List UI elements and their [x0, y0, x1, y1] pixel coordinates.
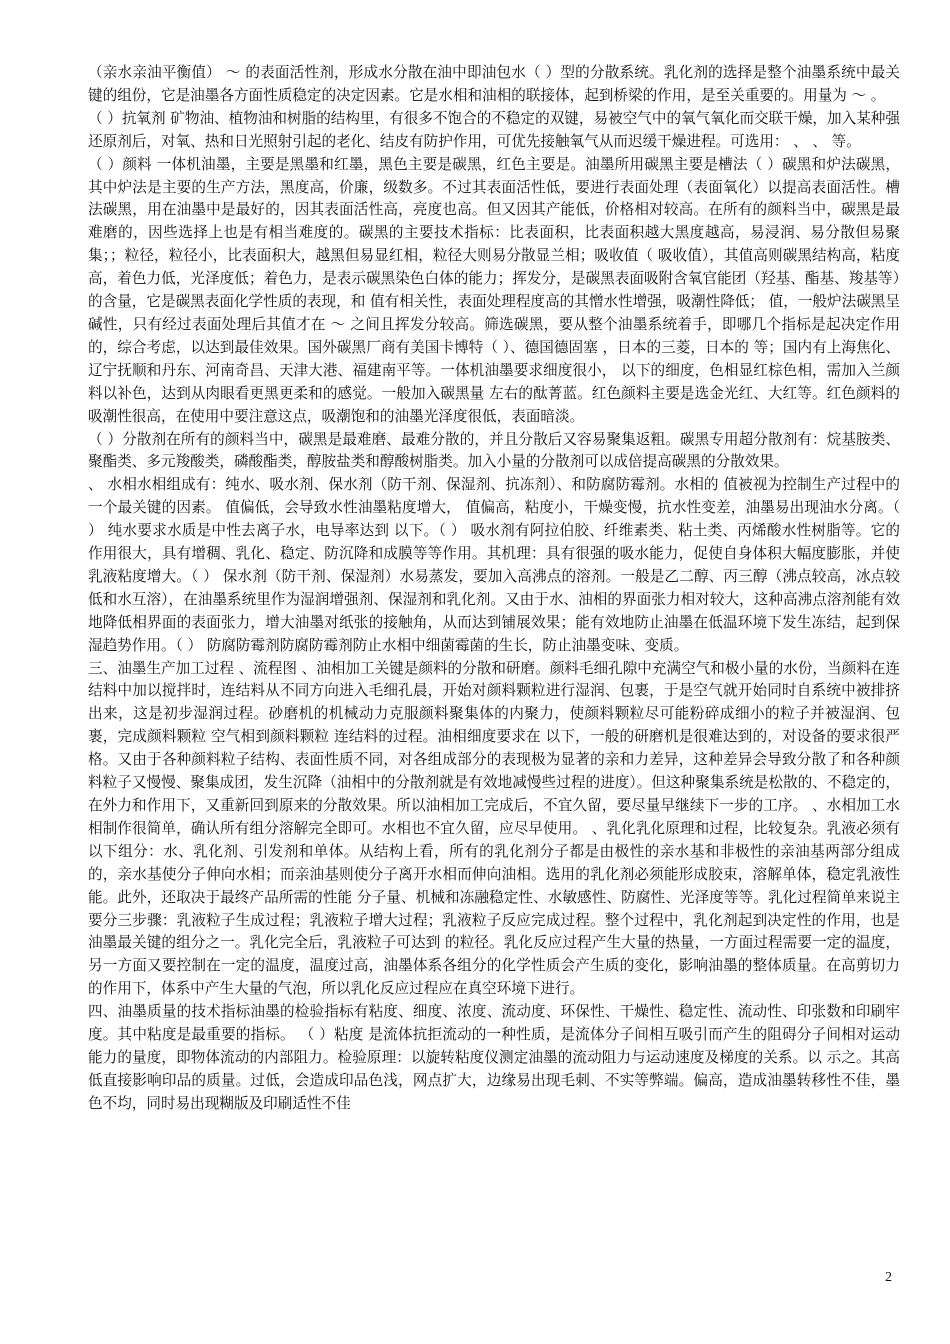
- document-body: [88, 62, 900, 1116]
- paragraph-water-phase: 、 水相水相组成有：纯水、吸水剂、保水剂（防干剂、保湿剂、抗冻剂）、和防腐防霉剂。水相的 值被视为控制生产过程中的一个最关键的因素。 值偏低，会导致水性油墨粘度增大， 值偏高，粘度小，干燥变慢，抗水性变差，油墨易出现油水分离。（ ） 纯水要求水质是中性去离子水，电导率达到 以下。（ ） 吸水剂有阿拉伯胶、纤维素类、粘土类、丙烯酸水性树脂等。它的作用很大，具有增稠、乳化、稳定、防沉降和成膜等等作用。其机理：具有很强的吸水能力，促使自身体积大幅度膨胀，并使乳液粘度增大。（ ） 保水剂（防干剂、保湿剂）水易蒸发，要加入高沸点的溶剂。一般是乙二醇、丙三醇（沸点较高，冰点较低和水互溶），在油墨系统里作为湿润增强剂、保湿剂和乳化剂。又由于水、油相的界面张力相对较大，这种高沸点溶剂能有效地降低相界面的表面张力，增大油墨对纸张的接触角，从而达到铺展效果；能有效地防止油墨在低温环境下发生冻结，起到保湿趋势作用。（ ） 防腐防霉剂防腐防霉剂防止水相中细菌霉菌的生长，防止油墨变味、变质。: [88, 476, 900, 654]
- paragraph-emulsifier: （亲水亲油平衡值） ～ 的表面活性剂，形成水分散在油中即油包水（ ）型的分散系统。乳化剂的选择是整个油墨系统中最关键的组份，它是油墨各方面性质稳定的决定因素。它是水相和油相的联接体，起到桥梁的作用，是至关重要的。用量为 ～ 。: [88, 64, 900, 104]
- paragraph-dispersant: （ ）分散剂在所有的颜料当中，碳黑是最难磨、最难分散的，并且分散后又容易聚集返粗。碳黑专用超分散剂有：烷基胺类、聚酯类、多元羧酸类，磷酸酯类，醇胺盐类和醇酸树脂类。加入小量的分散剂可以成倍提高碳黑的分散效果。: [88, 430, 900, 471]
- page-number: 2: [885, 1270, 892, 1285]
- paragraph-antioxidant: （ ）抗氧剂 矿物油、植物油和树脂的结构里，有很多不饱合的不稳定的双键，易被空气中的氧气氧化而交联干燥，加入某种强还原剂后，对氧、热和日光照射引起的老化、结皮有防护作用，可优先接触氧气从而迟缓干燥进程。可选用： 、 、 等。: [88, 109, 900, 150]
- paragraph-pigment: （ ）颜料 一体机油墨，主要是黑墨和红墨，黑色主要是碳黑，红色主要是。油墨所用碳黑主要是槽法（ ）碳黑和炉法碳黑，其中炉法是主要的生产方法，黑度高，价廉，级数多。不过其表面活性低，要进行表面处理（表面氧化）以提高表面活性。槽法碳黑，用在油墨中是最好的，因其表面活性高，亮度也高。但又因其产能低，价格相对较高。在所有的颜料当中，碳黑是最难磨的，因些选择上也是有相当难度的。碳黑的主要技术指标：比表面积，比表面积越大黑度越高，易浸润、易分散但易聚集；；粒径，粒径小，比表面积大，越黑但易显红相，粒径大则易分散显兰相；吸收值（ 吸收值），其值高则碳黑结构高，粘度高，着色力低，光泽度低；着色力，是表示碳黑染色白体的能力；挥发分，是碳黑表面吸附含氧官能团（羟基、酯基、羧基等）的含量，它是碳黑表面化学性质的表现，和 值有相关性，表面处理程度高的其憎水性增强，吸潮性降低； 值，一般炉法碳黑呈碱性，只有经过表面处理后其值才在 ～ 之间且挥发分较高。筛选碳黑，要从整个油墨系统着手，即哪几个指标是起决定作用的，综合考虑，以达到最佳效果。国外碳黑厂商有美国卡博特（ ）、德国德固塞 ，日本的三菱，日本的 等；国内有上海焦化、辽宁抚顺和丹东、河南奇昌、天津大港、福建南平等。一体机油墨要求细度很小， 以下的细度，色相显红棕色相，需加入兰颜料以补色，达到从肉眼看更黑更柔和的感觉。一般加入碳黑量 左右的酞菁蓝。红色颜料主要是选金光红、大红等。红色颜料的吸潮性很高，在使用中要注意这点，吸潮饱和的油墨光泽度很低，表面暗淡。: [88, 155, 900, 425]
- paragraph-quality-indicators: 四、油墨质量的技术指标油墨的检验指标有粘度、细度、浓度、流动度、环保性、干燥性、稳定性、流动性、印张数和印刷牢度。其中粘度是最重要的指标。 （ ）粘度 是流体抗拒流动的一种性质，是流体分子间相互吸引而产生的阻碍分子间相对运动能力的量度，即物体流动的内部阻力。检验原理：以旋转粘度仪测定油墨的流动阻力与运动速度及梯度的关系。以 示之。其高低直接影响印品的质量。过低，会造成印品色浅，网点扩大，边缘易出现毛刺、不实等弊端。偏高，造成油墨转移性不佳，墨色不均，同时易出现糊版及印刷适性不佳: [88, 1003, 900, 1112]
- paragraph-production-process: 三、油墨生产加工过程 、流程图 、油相加工关键是颜料的分散和研磨。颜料毛细孔隙中充满空气和极小量的水份，当颜料在连结料中加以搅拌时，连结料从不同方向进入毛细孔晨，开始对颜料颗粒进行湿润、包裹，于是空气就开始同时自系统中被排挤出来，这是初步湿润过程。砂磨机的机械动力克服颜料聚集体的内聚力，使颜料颗粒尽可能粉碎成细小的粒子并被湿润、包裹，完成颜料颗粒 空气相到颜料颗粒 连结料的过程。油相细度要求在 以下，一般的研磨机是很难达到的，对设备的要求很严格。又由于各种颜料粒子结构、表面性质不同，对各组成部分的表现极为显著的亲和力差异，这种差异会导致分散了和各种颜料粒子又慢慢、聚集成团，发生沉降（油相中的分散剂就是有效地减慢些过程的进度）。但这种聚集系统是松散的、不稳定的，在外力和作用下，又重新回到原来的分散效果。所以油相加工完成后，不宜久留，要尽量早继续下一步的工序。 、水相加工水相制作很简单，确认所有组分溶解完全即可。水相也不宜久留，应尽早使用。 、乳化乳化原理和过程，比较复杂。乳液必须有以下组分：水、乳化剂、引发剂和单体。从结构上看，所有的乳化剂分子都是由极性的亲水基和非极性的亲油基两部分组成的，亲水基使分子伸向水相；而亲油基则使分子离开水相而伸向油相。选用的乳化剂必须能形成胶束，溶解单体，稳定乳液性能。此外，还取决于最终产品所需的性能 分子量、机械和冻融稳定性、水敏感性、防腐性、光泽度等等。乳化过程简单来说主要分三步骤：乳液粒子生成过程；乳液粒子增大过程；乳液粒子反应完成过程。整个过程中，乳化剂起到决定性的作用，也是油墨最关键的组分之一。乳化完全后，乳液粒子可达到 的粒径。乳化反应过程产生大量的热量，一方面过程需要一定的温度，另一方面又要控制在一定的温度，温度过高，油墨体系各组分的化学性质会产生质的变化，影响油墨的整体质量。在高剪切力的作用下，体系中产生大量的气泡，所以乳化反应过程应在真空环境下进行。: [88, 659, 900, 998]
